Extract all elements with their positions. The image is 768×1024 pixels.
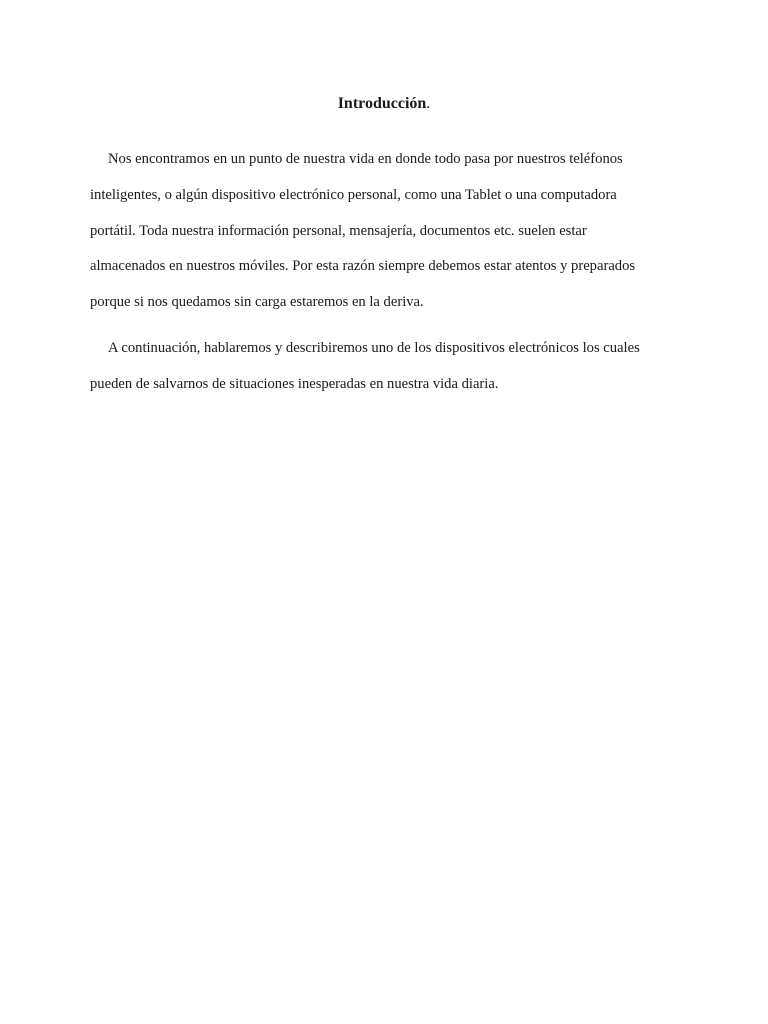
paragraph-2 xyxy=(90,331,690,403)
paragraph-line: A continuación, hablaremos y describiremos uno de los dispositivos electrónicos los cuales xyxy=(108,339,640,356)
title-text: Introducción xyxy=(337,95,427,112)
paragraph-line: pueden de salvarnos de situaciones inesperadas en nuestra vida diaria. xyxy=(90,375,499,392)
document-title xyxy=(0,92,768,116)
document-body xyxy=(90,142,690,403)
paragraph-line: inteligentes, o algún dispositivo electrónico personal, como una Tablet o una computadora xyxy=(90,186,617,203)
paragraph-1 xyxy=(90,142,690,321)
paragraph-line: portátil. Toda nuestra información personal, mensajería, documentos etc. suelen estar xyxy=(90,222,587,239)
paragraph-line: almacenados en nuestros móviles. Por esta razón siempre debemos estar atentos y preparados xyxy=(90,258,636,275)
paragraph-line: porque si nos quedamos sin carga estaremos en la deriva. xyxy=(90,294,424,311)
paragraph-line: Nos encontramos en un punto de nuestra vida en donde todo pasa por nuestros teléfonos xyxy=(108,151,623,167)
title-period: . xyxy=(426,95,431,112)
